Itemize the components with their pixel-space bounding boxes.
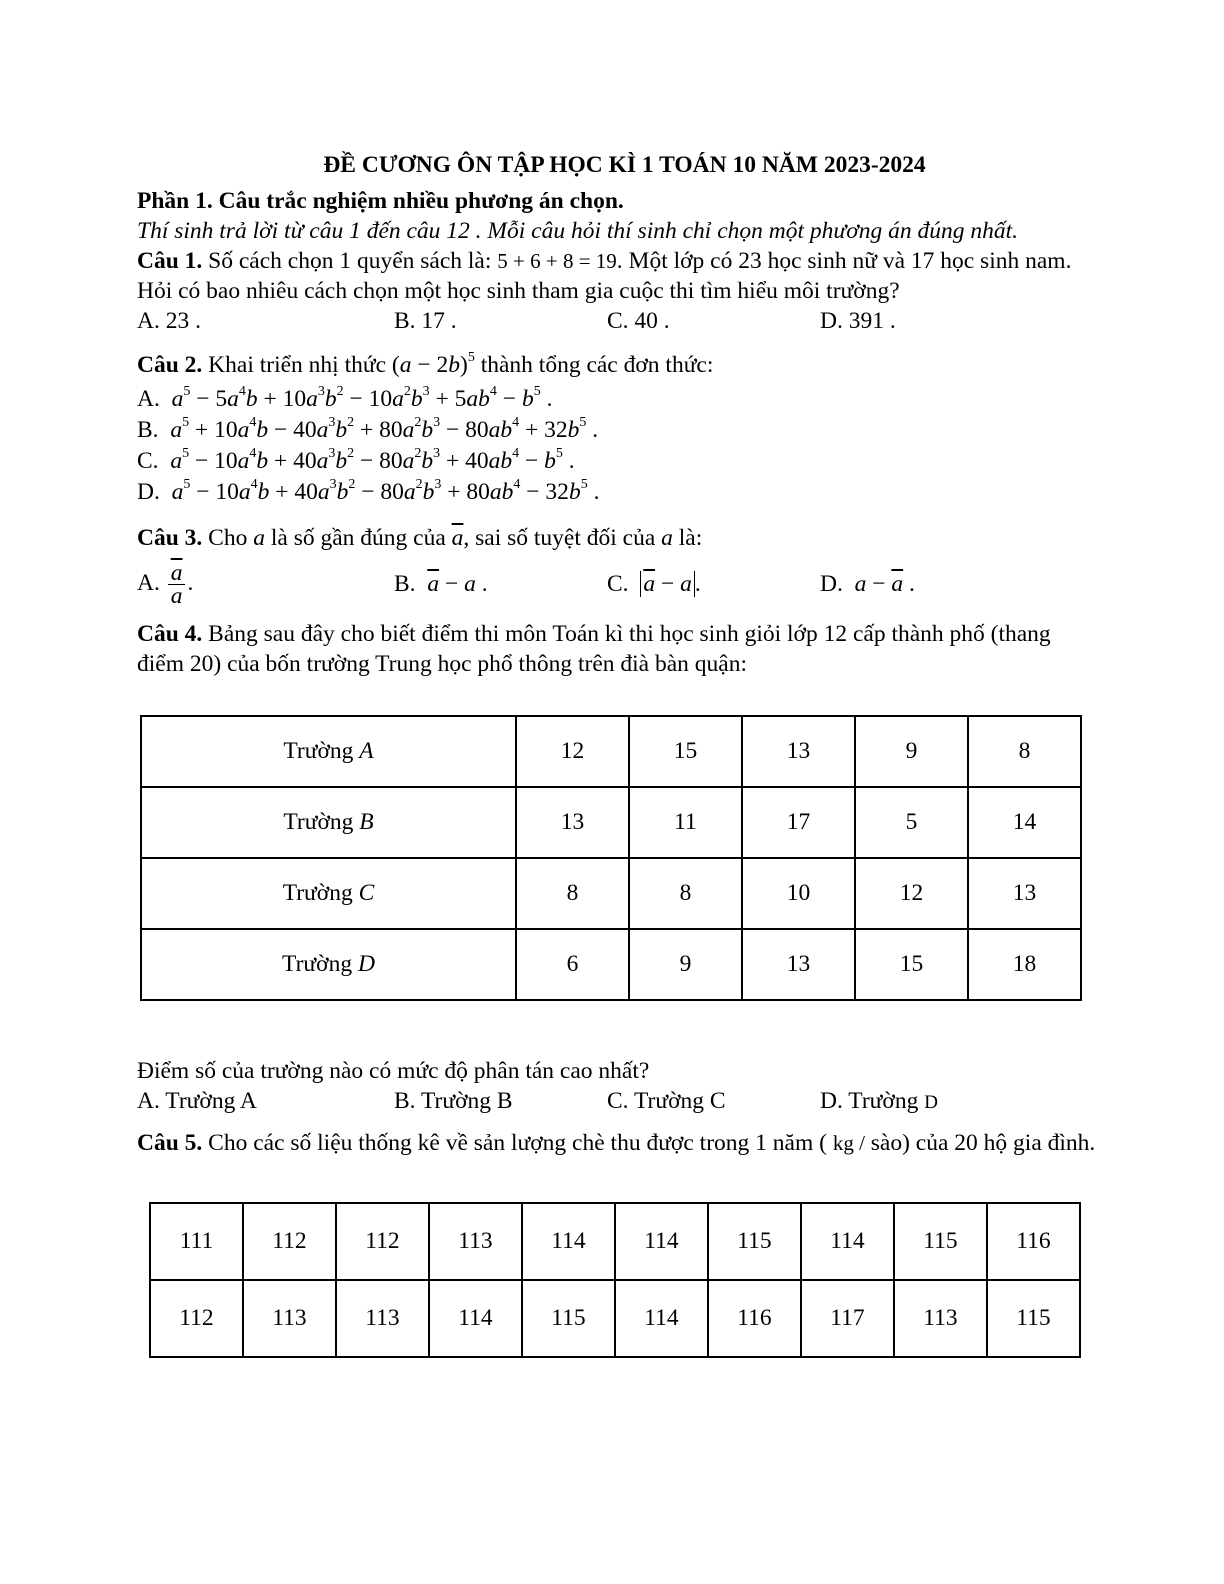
q2-option-b-letter: B. <box>137 417 159 443</box>
var-a-bar: $\overline{a}$ <box>451 525 464 551</box>
school-label: Trường <box>283 809 354 835</box>
school-label: Trường <box>282 951 353 977</box>
q1-option-a[interactable]: A. 23 . <box>137 308 201 334</box>
yield-cell: 114 <box>801 1203 894 1280</box>
school-name-cell <box>141 716 516 787</box>
question-3-label: Câu 3. <box>137 525 203 551</box>
yield-cell: 112 <box>150 1280 243 1357</box>
q3-option-b-formula: $\overline{a} - a$ . <box>427 571 488 597</box>
score-cell: 15 <box>855 929 968 1000</box>
school-name-cell <box>141 929 516 1000</box>
score-cell: 5 <box>855 787 968 858</box>
score-cell: 9 <box>855 716 968 787</box>
q4-option-d-text: D. Trường <box>820 1088 919 1114</box>
q3-option-b-letter: B. <box>394 571 416 597</box>
yield-cell: 114 <box>522 1203 615 1280</box>
score-cell: 9 <box>629 929 742 1000</box>
table-row <box>141 929 1081 1000</box>
table-row <box>141 787 1081 858</box>
question-4-label: Câu 4. <box>137 621 203 647</box>
question-1-options <box>137 306 1102 336</box>
q4-option-d-suffix: D <box>924 1092 938 1113</box>
q2-option-a-letter: A. <box>137 386 160 412</box>
question-3-text-d: là: <box>678 525 703 551</box>
yield-cell: 114 <box>615 1203 708 1280</box>
q2-option-d[interactable] <box>137 477 1102 507</box>
question-1-formula: 5 + 6 + 8 = 19 <box>497 249 617 273</box>
score-cell: 8 <box>629 858 742 929</box>
yield-cell: 115 <box>708 1203 801 1280</box>
question-4-options <box>137 1086 1102 1118</box>
yield-cell: 111 <box>150 1203 243 1280</box>
question-5-unit: kg / <box>832 1131 865 1155</box>
question-4-prompt: Điểm số của trường nào có mức độ phân tán cao nhất? <box>137 1058 650 1084</box>
q2-option-c-formula: $a^5 - 10a^4b + 40a^3b^2 - 80a^2b^3 + 40ab^4 - b^5$ . <box>170 446 575 474</box>
score-cell: 18 <box>968 929 1081 1000</box>
score-cell: 13 <box>516 787 629 858</box>
yield-cell: 112 <box>336 1203 429 1280</box>
yield-cell: 114 <box>429 1280 522 1357</box>
q3-option-b[interactable] <box>394 569 607 599</box>
q4-option-c[interactable]: C. Trường C <box>607 1088 726 1114</box>
school-letter: D <box>357 951 375 977</box>
q2-option-d-letter: D. <box>137 479 160 505</box>
yield-cell: 113 <box>429 1203 522 1280</box>
school-name-cell <box>141 858 516 929</box>
q2-option-b-formula: $a^5 + 10a^4b - 40a^3b^2 + 80a^2b^3 - 80ab^4 + 32b^5$ . <box>170 415 599 443</box>
question-2-label: Câu 2. <box>137 352 203 378</box>
question-5-text-b: sào) của 20 hộ gia đình. <box>870 1130 1096 1156</box>
yield-cell: 113 <box>243 1280 336 1357</box>
score-cell: 13 <box>742 716 855 787</box>
tea-yield-table <box>149 1202 1081 1358</box>
question-4 <box>137 619 1102 679</box>
table-row <box>150 1203 1080 1280</box>
school-letter: B <box>359 809 374 835</box>
after-table-section <box>137 1056 1102 1158</box>
yield-cell: 112 <box>243 1203 336 1280</box>
q3-option-c-formula: $\overline{a} - a$ . <box>634 571 700 597</box>
q3-option-a[interactable]: A. $\frac{\overline{a}}{a}$ . <box>137 559 194 609</box>
table-row <box>141 716 1081 787</box>
document-title: ĐỀ CƯƠNG ÔN TẬP HỌC KÌ 1 TOÁN 10 NĂM 2023-2024 <box>323 152 926 178</box>
question-3-text-a: Cho <box>208 525 248 551</box>
question-5 <box>137 1128 1102 1158</box>
question-1-text-b: . Một lớp có 23 học sinh nữ và 17 học sinh nam. Hỏi có bao nhiêu cách chọn một học sinh tham gia cuộc thi tìm hiểu môi trường? <box>137 248 1072 304</box>
school-scores-table <box>140 715 1082 1001</box>
school-name-cell <box>141 787 516 858</box>
score-cell: 12 <box>855 858 968 929</box>
q2-option-c[interactable] <box>137 446 1102 476</box>
question-2-text-a: Khai triển nhị thức <box>208 352 387 378</box>
yield-cell: 115 <box>987 1280 1080 1357</box>
q2-option-c-letter: C. <box>137 448 159 474</box>
q1-option-d[interactable]: D. 391 . <box>820 308 896 334</box>
q2-option-b[interactable] <box>137 415 1102 445</box>
question-3-text-c: , sai số tuyệt đối của <box>463 525 656 551</box>
score-cell: 13 <box>968 858 1081 929</box>
yield-cell: 114 <box>615 1280 708 1357</box>
question-5-label: Câu 5. <box>137 1130 203 1156</box>
q3-option-a-letter: A. <box>137 569 160 596</box>
score-cell: 11 <box>629 787 742 858</box>
q2-option-d-formula: $a^5 - 10a^4b + 40a^3b^2 - 80a^2b^3 + 80ab^4 - 32b^5$ . <box>171 477 600 505</box>
yield-cell: 113 <box>336 1280 429 1357</box>
table-row <box>150 1280 1080 1357</box>
fraction-abar-over-a: $\frac{\overline{a}}{a}$ <box>168 562 186 607</box>
q4-option-d[interactable] <box>820 1086 1033 1118</box>
binomial-expression: $(a - 2b)^5$ <box>391 350 475 378</box>
q4-option-a[interactable]: A. Trường A <box>137 1088 257 1114</box>
question-2 <box>137 350 1102 380</box>
score-cell: 13 <box>742 929 855 1000</box>
q3-option-d-letter: D. <box>820 571 843 597</box>
q2-option-a[interactable] <box>137 384 1102 414</box>
q3-option-d[interactable] <box>820 569 1033 599</box>
question-2-text-b: thành tổng các đơn thức: <box>480 352 714 378</box>
school-letter: A <box>359 738 374 764</box>
score-cell: 14 <box>968 787 1081 858</box>
yield-cell: 116 <box>708 1280 801 1357</box>
score-cell: 12 <box>516 716 629 787</box>
q3-option-c[interactable] <box>607 569 820 599</box>
question-4-text: Bảng sau đây cho biết điểm thi môn Toán kì thi học sinh giỏi lớp 12 cấp thành phố (thang điểm 20) của bốn trường Trung học phổ thông trên đià bàn quận: <box>137 621 1051 677</box>
question-3-options <box>137 559 1102 609</box>
score-cell: 17 <box>742 787 855 858</box>
document-page <box>137 150 1102 679</box>
school-label: Trường <box>283 738 354 764</box>
yield-cell: 113 <box>894 1280 987 1357</box>
question-1-label: Câu 1. <box>137 248 203 274</box>
q3-option-d-formula: $a - \overline{a}$ . <box>854 571 915 597</box>
school-letter: C <box>358 880 375 906</box>
q1-option-b[interactable]: B. 17 . <box>394 308 457 334</box>
part1-heading: Phần 1. Câu trắc nghiệm nhiều phương án chọn. <box>137 188 624 214</box>
table-row <box>141 858 1081 929</box>
var-a: a <box>253 525 265 551</box>
question-3 <box>137 523 1102 553</box>
q3-option-c-letter: C. <box>607 571 629 597</box>
yield-cell: 116 <box>987 1203 1080 1280</box>
question-3-text-b: là số gần đúng của <box>270 525 446 551</box>
score-cell: 8 <box>516 858 629 929</box>
var-a-2: a <box>661 525 673 551</box>
yield-cell: 115 <box>894 1203 987 1280</box>
yield-cell: 117 <box>801 1280 894 1357</box>
q4-option-b[interactable]: B. Trường B <box>394 1088 513 1114</box>
score-cell: 6 <box>516 929 629 1000</box>
question-1 <box>137 246 1102 306</box>
q2-option-a-formula: $a^5 - 5a^4b + 10a^3b^2 - 10a^2b^3 + 5ab^4 - b^5$ . <box>171 384 553 412</box>
question-5-text-a: Cho các số liệu thống kê về sản lượng chè thu được trong 1 năm ( <box>208 1130 827 1156</box>
score-cell: 8 <box>968 716 1081 787</box>
part1-instruction: Thí sinh trả lời từ câu 1 đến câu 12 . Mỗi câu hỏi thí sinh chỉ chọn một phương án đúng nhất. <box>137 218 1019 244</box>
question-1-text-a: Số cách chọn 1 quyển sách là: <box>208 248 492 274</box>
q1-option-c[interactable]: C. 40 . <box>607 308 670 334</box>
score-cell: 15 <box>629 716 742 787</box>
score-cell: 10 <box>742 858 855 929</box>
yield-cell: 115 <box>522 1280 615 1357</box>
school-label: Trường <box>282 880 353 906</box>
